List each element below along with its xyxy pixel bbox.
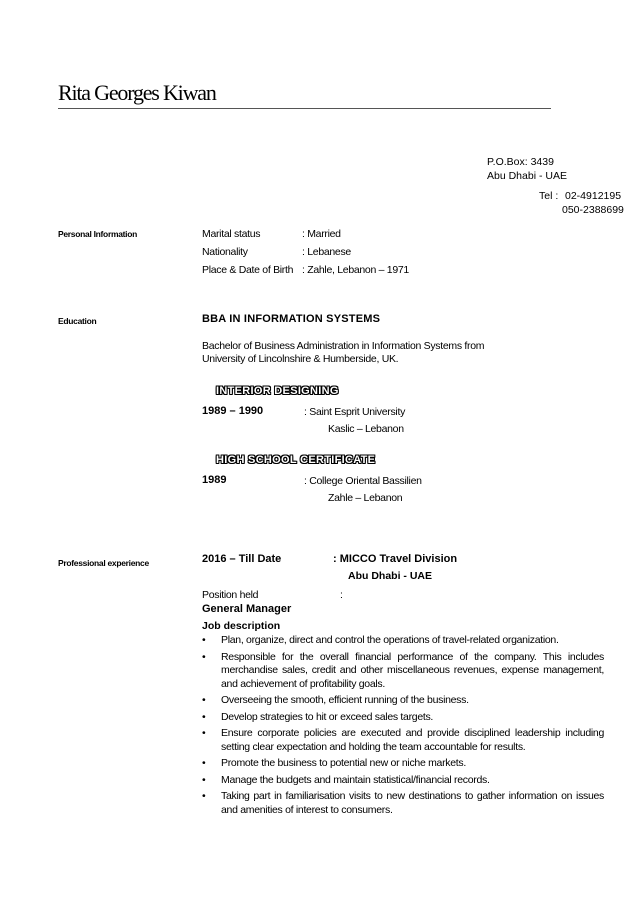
bullet-text: Develop strategies to hit or exceed sales targets.	[221, 710, 434, 723]
job-company: : MICCO Travel Division	[333, 553, 458, 565]
header-divider	[58, 108, 551, 109]
address-pobox: P.O.Box: 3439	[487, 156, 554, 168]
position-title: General Manager	[202, 603, 292, 615]
interior-title: INTERIOR DESIGNING	[216, 385, 339, 397]
bullet-icon: •	[202, 634, 206, 646]
bullet-icon: •	[202, 773, 206, 786]
hs-title: HIGH SCHOOL CERTIFICATE	[216, 454, 376, 466]
bullet-text: Manage the budgets and maintain statistical/financial records.	[221, 773, 490, 786]
job-location: Abu Dhabi - UAE	[348, 570, 432, 582]
job-description-list	[202, 634, 604, 820]
bullet-icon: •	[202, 727, 206, 739]
job-period: 2016 – Till Date	[202, 553, 282, 565]
section-education: Education	[58, 316, 97, 326]
bullet-text: Overseeing the smooth, efficient running of the business.	[221, 694, 469, 706]
bullet-icon: •	[202, 790, 206, 802]
tel-2: 050-2388699	[562, 204, 624, 216]
resume-name: Rita Georges Kiwan	[58, 80, 216, 105]
bullet-text: Plan, organize, direct and control the operations of travel-related organization.	[221, 634, 559, 646]
hs-school: : College Oriental Bassilien	[304, 475, 422, 487]
bullet-icon: •	[202, 650, 206, 663]
bullet-text: Promote the business to potential new or niche markets.	[221, 757, 466, 769]
job-description-label: Job description	[202, 620, 281, 632]
list-item	[202, 774, 604, 788]
interior-school: : Saint Esprit University	[304, 406, 406, 418]
list-item	[202, 757, 604, 771]
list-item	[202, 634, 604, 648]
list-item	[202, 727, 604, 754]
bba-title: BBA IN INFORMATION SYSTEMS	[202, 313, 381, 325]
bba-desc-line1: Bachelor of Business Administration in Information Systems from	[202, 340, 485, 352]
list-item	[202, 711, 604, 725]
bullet-icon: •	[202, 694, 206, 706]
birth-label: Place & Date of Birth	[202, 264, 294, 276]
nationality-label: Nationality	[202, 246, 248, 258]
tel-1: 02-4912195	[565, 190, 622, 202]
list-item	[202, 694, 604, 708]
bullet-text: Taking part in familiarisation visits to new destinations to gather information on issues and amenities of interest to consumers.	[221, 790, 604, 816]
hs-place: Zahle – Lebanon	[328, 492, 403, 504]
bullet-icon: •	[202, 757, 206, 769]
tel-label: Tel :	[539, 190, 559, 202]
marital-label: Marital status	[202, 228, 261, 240]
address-city: Abu Dhabi - UAE	[487, 170, 567, 182]
section-personal-information: Personal Information	[58, 229, 138, 239]
marital-value: : Married	[302, 228, 341, 240]
list-item	[202, 651, 604, 692]
birth-value: : Zahle, Lebanon – 1971	[302, 264, 409, 276]
position-colon: :	[340, 589, 343, 601]
bba-desc-line2: University of Lincolnshire & Humberside, UK.	[202, 353, 399, 365]
interior-years: 1989 – 1990	[202, 405, 264, 417]
bullet-text: Ensure corporate policies are executed and provide disciplined leadership including setting clear expectation and holding the team accountable for results.	[221, 727, 604, 753]
list-item	[202, 790, 604, 817]
section-professional-experience: Professional experience	[58, 558, 149, 568]
interior-place: Kaslic – Lebanon	[328, 423, 404, 435]
position-label: Position held	[202, 589, 259, 601]
nationality-value: : Lebanese	[302, 246, 351, 258]
bullet-text: Responsible for the overall financial performance of the company. This includes merchandise sales, credit and other miscellaneous revenues, expense management, and achievement of profitability goals.	[221, 650, 604, 690]
hs-year: 1989	[202, 474, 227, 486]
bullet-icon: •	[202, 710, 206, 723]
